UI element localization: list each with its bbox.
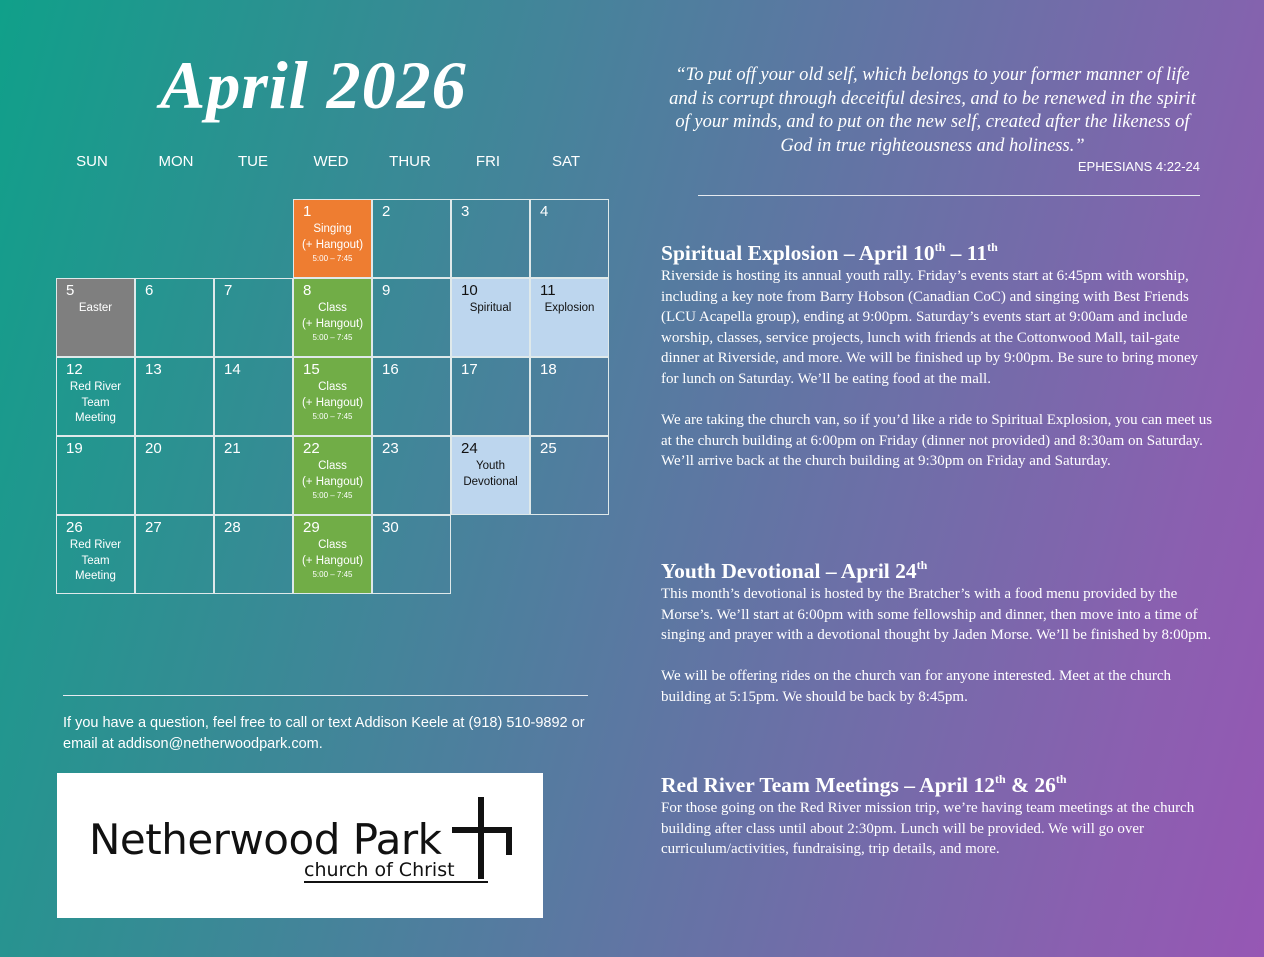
day-event: Red River Team Meeting — [69, 539, 122, 582]
calendar-day-22 — [293, 436, 372, 515]
day-number: 30 — [382, 519, 399, 536]
divider — [698, 195, 1200, 196]
day-event: Easter — [78, 302, 113, 314]
day-number: 13 — [145, 361, 162, 378]
calendar-day-30 — [372, 515, 451, 594]
section-paragraph: Riverside is hosting its annual youth rally. Friday’s events start at 6:45pm with worship, including a key note from Barry Hobson (Canadian CoC) and singing with Best Friends (LCU Acapella group), ending at 9:00pm. Saturday’s events start at 9:00am and include worship, classes, service projects, lunch with friends at the Cottonwood Mall, tail-gate dinner at Riverside, and more. We will be finished up by 9:00pm. Be sure to bring money for lunch on Saturday. We’ll be eating food at the mall. — [661, 268, 1199, 387]
day-number: 6 — [145, 282, 154, 299]
cross-icon — [478, 797, 484, 879]
weekday-label: FRI — [475, 153, 501, 170]
section-title: Red River Team Meetings – April 12th & 26th — [661, 772, 1067, 797]
calendar-day-20 — [135, 436, 214, 515]
weekday-label: THUR — [389, 153, 431, 170]
day-number: 7 — [224, 282, 233, 299]
calendar-day-10 — [451, 278, 530, 357]
day-number: 29 — [303, 519, 320, 536]
day-number: 18 — [540, 361, 557, 378]
day-number: 14 — [224, 361, 241, 378]
day-event: Explosion — [544, 302, 595, 314]
calendar-day-6 — [135, 278, 214, 357]
event-time: 5:00 – 7:45 — [312, 254, 353, 263]
day-number: 19 — [66, 440, 83, 457]
day-number: 20 — [145, 440, 162, 457]
cross-icon-bar — [452, 827, 512, 833]
day-event: Class (+ Hangout) 5:00 – 7:45 — [294, 380, 371, 423]
calendar-day-7 — [214, 278, 293, 357]
calendar-day-14 — [214, 357, 293, 436]
day-event: Class (+ Hangout) 5:00 – 7:45 — [294, 538, 371, 581]
section-paragraph: We will be offering rides on the church van for anyone interested. Meet at the church building at 5:15pm. We should be back by 8:45pm. — [661, 668, 1171, 705]
calendar-day-4 — [530, 199, 609, 278]
event-time: 5:00 – 7:45 — [312, 333, 353, 342]
day-number: 26 — [66, 519, 83, 536]
calendar-day-3 — [451, 199, 530, 278]
day-number: 4 — [540, 203, 549, 220]
day-number: 22 — [303, 440, 320, 457]
day-number: 10 — [461, 282, 478, 299]
event-time: 5:00 – 7:45 — [312, 491, 353, 500]
calendar-day-23 — [372, 436, 451, 515]
day-number: 9 — [382, 282, 391, 299]
day-number: 24 — [461, 440, 478, 457]
logo-underline — [304, 881, 488, 883]
day-number: 15 — [303, 361, 320, 378]
day-number: 12 — [66, 361, 83, 378]
calendar-day-5 — [56, 278, 135, 357]
calendar-day-18 — [530, 357, 609, 436]
day-number: 11 — [540, 282, 556, 299]
calendar-day-11 — [530, 278, 609, 357]
calendar-day-29 — [293, 515, 372, 594]
section-paragraph: This month’s devotional is hosted by the Bratcher’s with a food menu provided by the Morse’s. We’ll start at 6:00pm with some fellowship and dinner, then move into a time of singing and prayer with a devotional thought by Jaden Morse. We’ll be finished by 8:00pm. — [661, 586, 1212, 644]
section-spiritual-explosion — [661, 240, 1216, 472]
calendar-day-8 — [293, 278, 372, 357]
weekday-label: TUE — [238, 153, 268, 170]
calendar-day-26 — [56, 515, 135, 594]
weekday-label: WED — [313, 153, 349, 170]
day-number: 3 — [461, 203, 470, 220]
day-number: 8 — [303, 282, 312, 299]
section-title: Spiritual Explosion – April 10th – 11th — [661, 240, 998, 265]
logo-name: Netherwood Park — [89, 815, 442, 864]
calendar-day-9 — [372, 278, 451, 357]
day-number: 17 — [461, 361, 478, 378]
event-time: 5:00 – 7:45 — [312, 570, 353, 579]
calendar-day-27 — [135, 515, 214, 594]
calendar-day-21 — [214, 436, 293, 515]
day-number: 2 — [382, 203, 391, 220]
day-event: Youth Devotional — [463, 460, 518, 488]
calendar-day-19 — [56, 436, 135, 515]
section-red-river — [661, 772, 1216, 860]
calendar-day-16 — [372, 357, 451, 436]
logo-subtitle: church of Christ — [304, 859, 455, 881]
calendar-day-25 — [530, 436, 609, 515]
section-paragraph: We are taking the church van, so if you’d like a ride to Spiritual Explosion, you can meet us at the church building at 6:00pm on Friday (dinner not provided) and 8:30am on Saturday. We’ll arrive back at the church building at 9:30pm on Friday and Saturday. — [661, 412, 1213, 470]
calendar-day-13 — [135, 357, 214, 436]
scripture-reference: EPHESIANS 4:22-24 — [1077, 159, 1200, 174]
day-number: 25 — [540, 440, 557, 457]
church-logo — [57, 773, 543, 918]
section-title: Youth Devotional – April 24th — [661, 558, 928, 583]
contact-text: If you have a question, feel free to call or text Addison Keele at (918) 510-9892 or email at addison@netherwoodpark.com. — [63, 715, 585, 752]
cross-icon-hook — [506, 827, 512, 855]
day-number: 16 — [382, 361, 399, 378]
day-event: Red River Team Meeting — [69, 381, 122, 424]
day-event: Class (+ Hangout) 5:00 – 7:45 — [294, 301, 371, 344]
weekday-label: SAT — [551, 153, 581, 170]
day-event: Singing (+ Hangout) 5:00 – 7:45 — [294, 222, 371, 265]
calendar-day-2 — [372, 199, 451, 278]
weekday-label: SUN — [76, 153, 108, 170]
section-youth-devotional — [661, 558, 1216, 708]
weekday-label: MON — [158, 153, 194, 170]
day-event: Spiritual — [469, 302, 512, 314]
day-event: Class (+ Hangout) 5:00 – 7:45 — [294, 459, 371, 502]
scripture-quote: “To put off your old self, which belongs to your former manner of life and is corrupt through deceitful desires, and to be renewed in the spirit of your minds, and to put on the new self, created after the likeness of God in true righteousness and holiness.” — [669, 65, 1196, 156]
day-number: 27 — [145, 519, 162, 536]
divider — [63, 695, 588, 696]
event-time: 5:00 – 7:45 — [312, 412, 353, 421]
day-number: 1 — [303, 203, 312, 220]
calendar-day-15 — [293, 357, 372, 436]
calendar-day-24 — [451, 436, 530, 515]
day-number: 5 — [66, 282, 75, 299]
section-paragraph: For those going on the Red River mission trip, we’re having team meetings at the church building after class until about 2:30pm. Lunch will be provided. We will go over curriculum/activities, fundraising, trip details, and more. — [661, 800, 1195, 858]
day-number: 21 — [224, 440, 241, 457]
day-number: 28 — [224, 519, 241, 536]
page-title: April 2026 — [160, 47, 467, 123]
calendar-day-12 — [56, 357, 135, 436]
calendar-day-17 — [451, 357, 530, 436]
day-number: 23 — [382, 440, 399, 457]
calendar-day-1 — [293, 199, 372, 278]
calendar-day-28 — [214, 515, 293, 594]
